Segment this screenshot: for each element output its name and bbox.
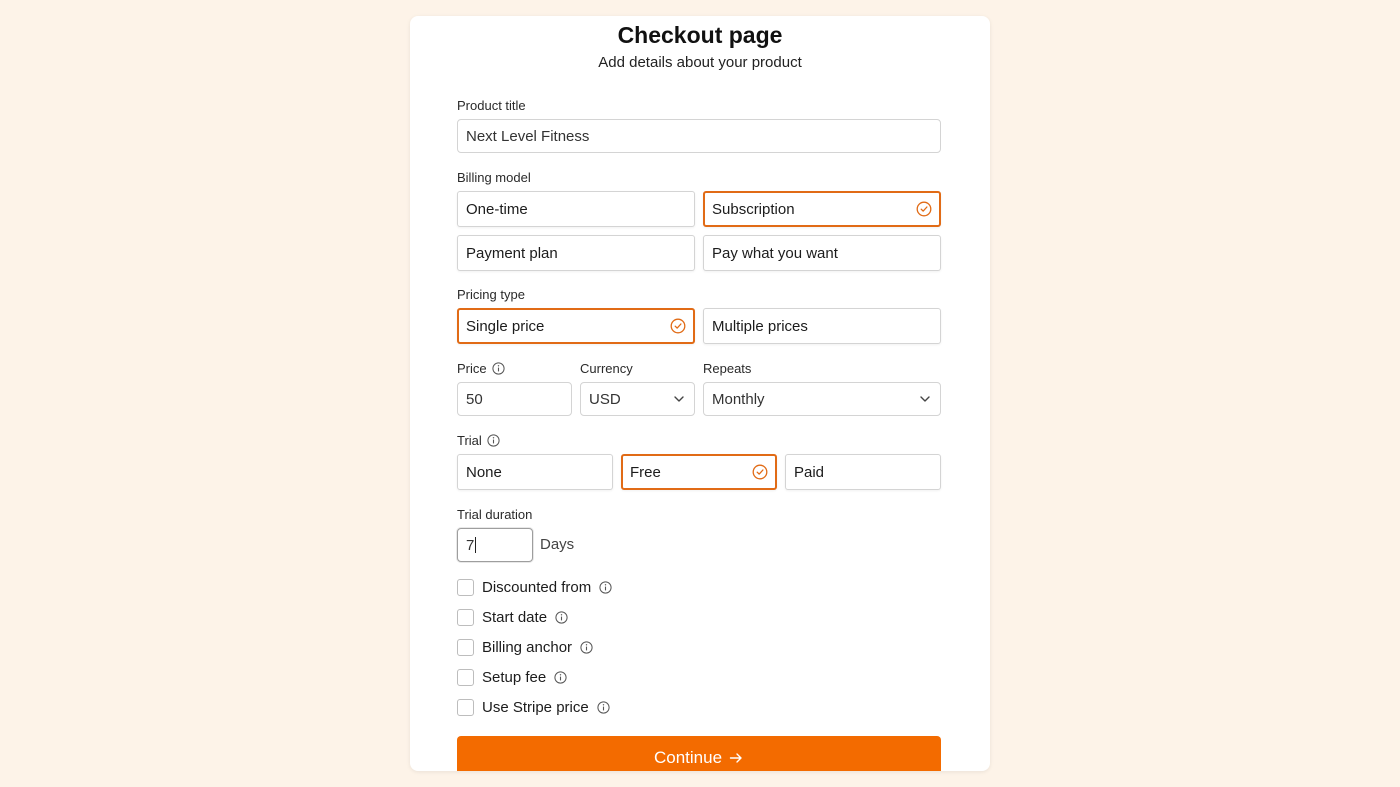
checkbox-row-discounted-from[interactable]	[457, 579, 612, 596]
checkbox-label: Use Stripe price	[482, 699, 589, 716]
continue-button-label: Continue	[653, 748, 723, 767]
repeats-label	[703, 361, 751, 376]
checkbox[interactable]	[457, 699, 474, 716]
checkbox[interactable]	[457, 579, 474, 596]
pricing-option-label: Multiple prices	[712, 317, 808, 335]
trial-option-label: Free	[630, 463, 661, 481]
trial-option-none[interactable]	[457, 454, 613, 490]
continue-button[interactable]	[457, 736, 941, 771]
trial-option-label: Paid	[794, 463, 825, 481]
page-subtitle: Add details about your product	[598, 54, 802, 71]
pricing-option-multiple-prices[interactable]	[703, 308, 941, 344]
price-label	[457, 361, 505, 376]
repeats-select[interactable]	[703, 382, 941, 416]
currency-select[interactable]	[580, 382, 695, 416]
checkbox-label: Start date	[482, 609, 548, 626]
checkbox-label: Billing anchor	[482, 639, 573, 656]
checkbox-label: Discounted from	[482, 579, 592, 596]
text-caret	[475, 537, 476, 553]
checkbox[interactable]	[457, 669, 474, 686]
billing-option-label: Payment plan	[466, 244, 558, 262]
info-icon[interactable]	[554, 671, 567, 684]
product-title-value: Next Level Fitness	[466, 127, 590, 145]
trial-option-free[interactable]	[621, 454, 777, 490]
chevron-down-icon	[672, 392, 686, 406]
pricing-option-single-price[interactable]	[457, 308, 695, 344]
currency-value: USD	[589, 390, 621, 408]
check-circle-icon	[916, 201, 932, 217]
info-icon[interactable]	[492, 362, 505, 375]
billing-option-subscription[interactable]	[703, 191, 941, 227]
product-title-label	[457, 98, 526, 113]
currency-label	[580, 361, 633, 376]
billing-model-label	[457, 170, 531, 185]
trial-option-paid[interactable]	[785, 454, 941, 490]
repeats-value: Monthly	[712, 390, 765, 408]
trial-label	[457, 433, 500, 448]
price-value: 50	[466, 390, 483, 408]
checkbox-row-billing-anchor[interactable]	[457, 639, 593, 656]
billing-option-payment-plan[interactable]	[457, 235, 695, 271]
info-icon[interactable]	[555, 611, 568, 624]
repeats-label-text: Repeats	[703, 361, 752, 376]
pricing-option-label: Single price	[466, 317, 545, 335]
check-circle-icon	[752, 464, 768, 480]
billing-option-label: Subscription	[712, 200, 795, 218]
billing-option-label: One-time	[466, 200, 528, 218]
currency-label-text: Currency	[580, 361, 633, 376]
billing-option-pay-what-you-want[interactable]	[703, 235, 941, 271]
billing-model-label-text: Billing model	[457, 170, 531, 185]
checkbox-row-start-date[interactable]	[457, 609, 568, 626]
checkout-card	[410, 16, 990, 771]
trial-duration-value: 7	[466, 536, 475, 554]
checkbox[interactable]	[457, 639, 474, 656]
trial-duration-unit: Days	[540, 536, 575, 553]
checkbox-row-use-stripe-price[interactable]	[457, 699, 610, 716]
chevron-down-icon	[918, 392, 932, 406]
billing-option-one-time[interactable]	[457, 191, 695, 227]
check-circle-icon	[670, 318, 686, 334]
billing-option-label: Pay what you want	[712, 244, 838, 262]
trial-duration-label	[457, 507, 532, 522]
info-icon[interactable]	[580, 641, 593, 654]
checkbox-label: Setup fee	[482, 669, 547, 686]
pricing-type-label	[457, 287, 525, 302]
trial-label-text: Trial	[457, 433, 482, 448]
info-icon[interactable]	[487, 434, 500, 447]
product-title-input[interactable]	[457, 119, 941, 153]
trial-duration-input[interactable]	[457, 528, 533, 562]
info-icon[interactable]	[597, 701, 610, 714]
pricing-type-label-text: Pricing type	[457, 287, 525, 302]
price-input[interactable]	[457, 382, 572, 416]
trial-option-label: None	[466, 463, 502, 481]
page-title: Checkout page	[617, 22, 783, 48]
arrow-right-icon	[728, 750, 744, 766]
price-label-text: Price	[457, 361, 487, 376]
checkbox-row-setup-fee[interactable]	[457, 669, 567, 686]
info-icon[interactable]	[599, 581, 612, 594]
trial-duration-label-text: Trial duration	[457, 507, 533, 522]
product-title-label-text: Product title	[457, 98, 526, 113]
checkbox[interactable]	[457, 609, 474, 626]
